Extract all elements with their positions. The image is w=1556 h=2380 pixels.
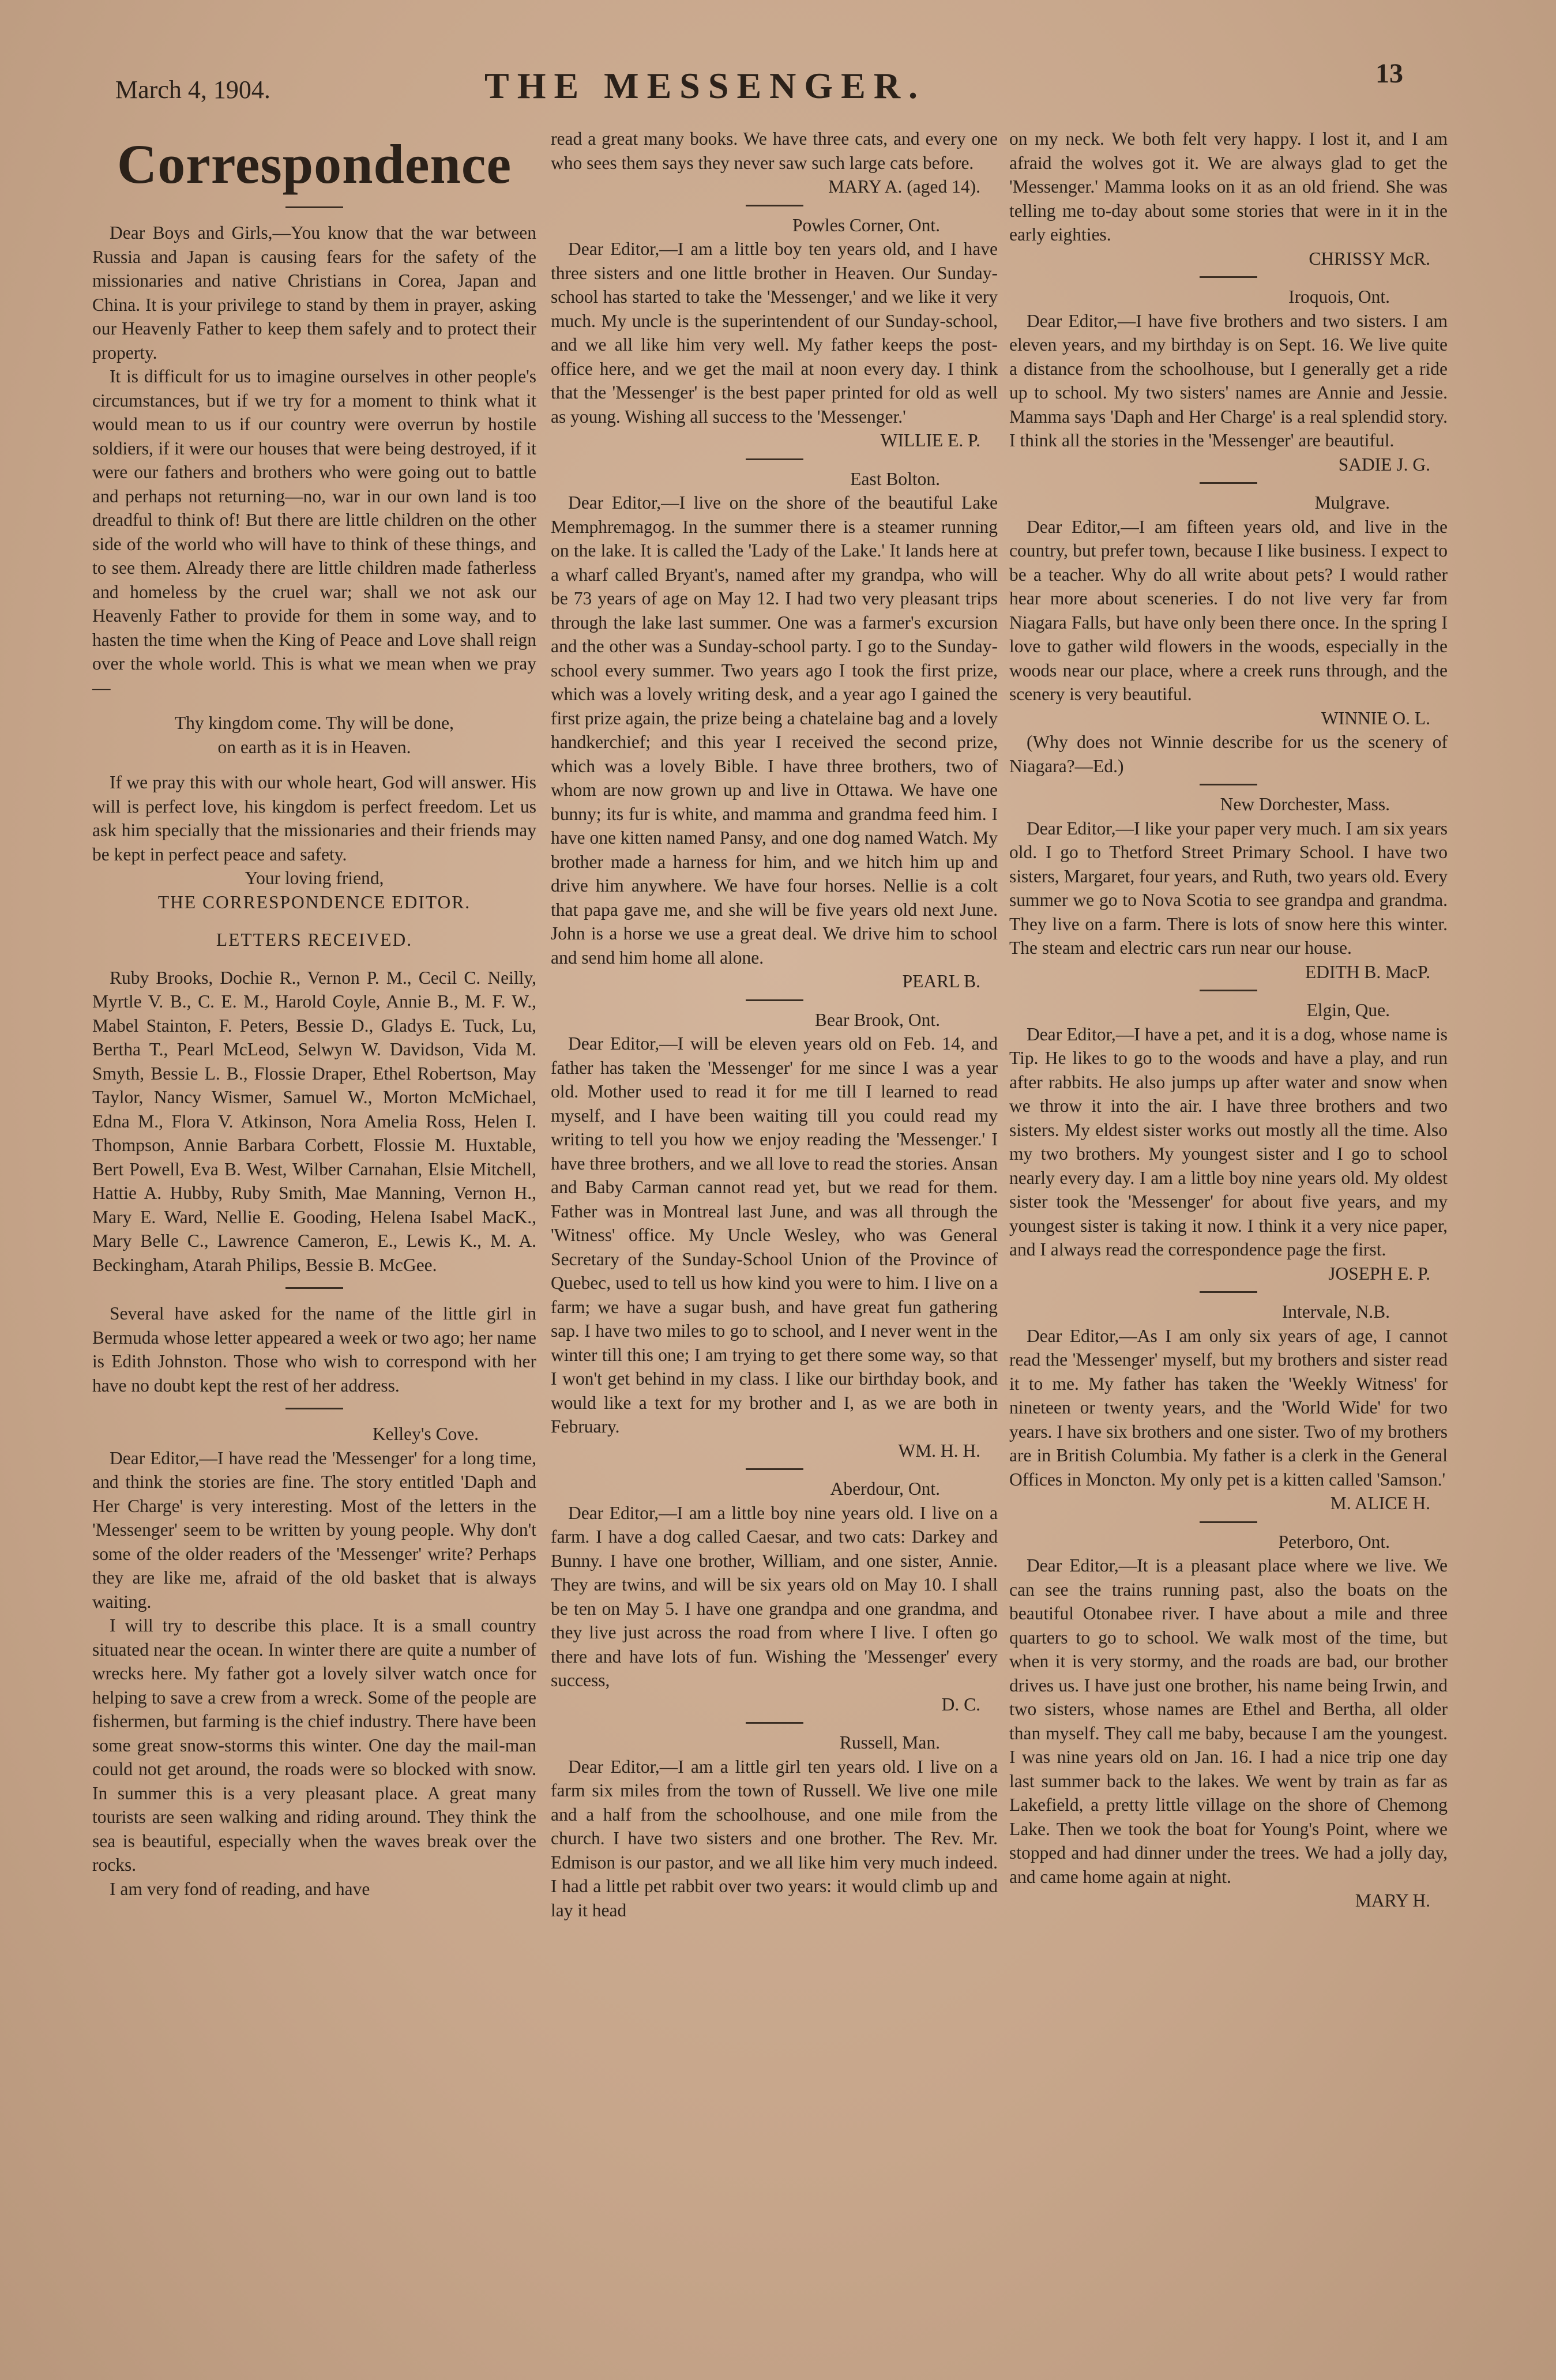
divider: [285, 1408, 343, 1409]
letter-place: Aberdour, Ont.: [830, 1479, 940, 1499]
letter-body: Dear Editor,—I am fifteen years old, and live in the country, but prefer town, because I like business. I expect to be a teacher. Why do all write about pets? I would rather hear more about sceneries. I do not live very far from Niagara Falls, but have only been there once. In the spring I love to gather wild flowers in the woods, especially in the woods near our place, where a creek runs through, and the scenery is very beautiful.: [1009, 516, 1448, 704]
letter-place: Intervale, N.B.: [1281, 1302, 1390, 1322]
letter-signature: EDITH B. MacP.: [1305, 961, 1430, 982]
divider: [1200, 784, 1257, 785]
letter-place: East Bolton.: [850, 468, 940, 489]
divider: [1200, 482, 1257, 484]
letter-signature: D. C.: [941, 1694, 980, 1714]
letter-body: I will try to describe this place. It is a small country situated near the ocean. In winter there are quite a number of wrecks here. My father got a lovely silver watch once for helping to save a crew from a wreck. Some of the people are fishermen, but farming is the chief industry. There have been some great snow-storms this winter. One day the mail-man could not get around, the roads were so blocked with snow. In summer this is a very pleasant place. A great many tourists are seen walking and riding around. They think the sea is beautiful, especially when the waves break over the rocks.: [92, 1615, 536, 1875]
letter-signature: MARY H.: [1355, 1890, 1430, 1911]
divider: [1200, 276, 1257, 278]
letter-body: Dear Editor,—As I am only six years of age, I cannot read the 'Messenger' myself, but my brothers and sister read it to me. My father has taken the 'Weekly Witness' for nineteen or twenty years, and the 'World Wide' for two years. I have six brothers and one sister. Two of my brothers are in British Columbia. My father is a clerk in the General Offices in Moncton. My only pet is a kitten called 'Samson.': [1009, 1325, 1448, 1490]
masthead-title: THE MESSENGER.: [484, 65, 926, 106]
divider: [746, 1722, 803, 1724]
letter-signature: PEARL B.: [902, 971, 980, 991]
letter-signature: CHRISSY McR.: [1309, 248, 1430, 269]
bermuda-note: Several have asked for the name of the little girl in Bermuda whose letter appeared a week or two ago; her name is Edith Johnston. Those who wish to correspond with her have no doubt kept the rest of her address.: [92, 1303, 536, 1396]
intro-paragraph-1: Dear Boys and Girls,—You know that the war between Russia and Japan is causing fears for the safety of the missionaries and native Christians in Corea, Japan and China. It is your privilege to stand by them in prayer, asking our Heavenly Father to keep them safely and to protect their property.: [92, 223, 536, 363]
letter-place: Russell, Man.: [839, 1732, 940, 1753]
intro-paragraph-2: It is difficult for us to imagine ourselves in other people's circumstances, but if we try for a moment to think what it would mean to us if our country were overrun by hostile soldiers, if it were our houses that were being destroyed, if it were our fathers and brothers who were going out to battle and perhaps not returning—no, war in our own land is too dreadful to think of! But there are little children on the other side of the world who will have to think of these things, and to see them. Already there are little children made fatherless and homeless by the cruel war; shall we not ask our Heavenly Father to provide for them in some way, and to hasten the time when the King of Peace and Love shall reign over the whole world. This is what we mean when we pray—: [92, 366, 536, 698]
closing: Your loving friend,: [245, 868, 384, 888]
letter-body: Dear Editor,—I have five brothers and two sisters. I am eleven years, and my birthday is on Sept. 16. We live quite a distance from the schoolhouse, but I generally get a ride up to school. My two sisters' names are Annie and Jessie. Mamma says 'Daph and Her Charge' is a real splendid story. I think all the stories in the 'Messenger' are beautiful.: [1009, 310, 1448, 450]
divider: [746, 458, 803, 460]
letter-signature: JOSEPH E. P.: [1328, 1263, 1430, 1284]
section-title: Correspondence: [116, 133, 512, 195]
letter-place: Peterboro, Ont.: [1278, 1531, 1390, 1552]
letter-place: Iroquois, Ont.: [1288, 287, 1390, 307]
letter-body: Dear Editor,—I will be eleven years old on Feb. 14, and father has taken the 'Messenger' for me since I was a year old. Mother used to read it for me till I learned to read myself, and I have been waiting till you could read my writing to tell you how we enjoy reading the 'Messenger.' I have three brothers, and we all love to read the stories. Ansan and Baby Carman cannot read yet, but we read for them. Father was in Montreal last June, and was all through the 'Witness' office. My Uncle Wesley, who was General Secretary of the Sunday-School Union of the Province of Quebec, used to tell us how kind you were to him. I live on a farm; we have a sugar bush, and have great fun gathering sap. I have two miles to go to school, and I never went in the winter till this one; I am trying to get there some way, so that I won't get behind in my class. I like our birthday book, and would like a text for my brother and I, as we are both in February.: [551, 1033, 998, 1437]
letter-body: Dear Editor,—I am a little boy ten years old, and I have three sisters and one little brother in Heaven. Our Sunday-school has started to take the 'Messenger,' and we like it very much. My uncle is the superintendent of our Sunday-school, and we all like him very well. My father keeps the post-office here, and we get the mail at noon every day. I think that the 'Messenger' is the best paper printed for old as well as young. Wishing all success to the 'Messenger.': [551, 239, 998, 427]
letter-body: on my neck. We both felt very happy. I lost it, and I am afraid the wolves got it. We are always glad to get the 'Messenger.' Mamma looks on it as an old friend. She was telling me to-day about some stories that were in it in the early eighties.: [1009, 129, 1448, 245]
column-2: [551, 127, 998, 1922]
letter-body: Dear Editor,—I am a little boy nine years old. I live on a farm. I have a dog called Caesar, and two cats: Darkey and Bunny. I have one brother, William, and one sister, Annie. They are twins, and will be six years old on May 10. I shall be ten on May 5. I have one grandpa and one grandma, and they live just across the road from where I live. I often go there and have lots of fun. Wishing the 'Messenger' every success,: [551, 1502, 998, 1690]
page-number: 13: [1375, 58, 1403, 89]
letter-place: Elgin, Que.: [1306, 1000, 1390, 1020]
letter-signature: MARY A. (aged 14).: [828, 176, 980, 197]
letter-body: Dear Editor,—I have read the 'Messenger' for a long time, and think the stories are fine. The story entitled 'Daph and Her Charge' is very interesting. Most of the letters in the 'Messenger' seem to be written by young people. Why don't some of the older readers of the 'Messenger' write? Perhaps they are like me, afraid of the old basket that is always waiting.: [92, 1447, 536, 1612]
divider: [1200, 1521, 1257, 1523]
letter-signature: M. ALICE H.: [1330, 1493, 1430, 1513]
issue-date: March 4, 1904.: [115, 76, 270, 104]
page-header: [0, 46, 1556, 115]
letter-body: Dear Editor,—I am a little girl ten years old. I live on a farm six miles from the town of Russell. We live one mile and a half from the schoolhouse, and one mile from the church. I have two sisters and one brother. The Rev. Mr. Edmison is our pastor, and we all like him very much indeed. I had a little pet rabbit over two years: it would climb up and lay it head: [551, 1756, 998, 1920]
letter-signature: WINNIE O. L.: [1321, 708, 1430, 728]
letter-place: Powles Corner, Ont.: [792, 215, 940, 235]
divider: [285, 1287, 343, 1289]
letter-place: Mulgrave.: [1314, 492, 1390, 513]
divider: [746, 999, 803, 1001]
divider: [746, 1468, 803, 1470]
letters-heading: LETTERS RECEIVED.: [216, 930, 413, 950]
letter-place: Kelley's Cove.: [372, 1424, 479, 1444]
column-3: [1009, 127, 1448, 1913]
letter-place: Bear Brook, Ont.: [815, 1009, 940, 1030]
verse-line-2: on earth as it is in Heaven.: [217, 736, 411, 757]
letters-list: Ruby Brooks, Dochie R., Vernon P. M., Cecil C. Neilly, Myrtle V. B., C. E. M., Harold Coyle, Annie B., M. F. W., Mabel Stainton, F. Peters, Bessie D., Gladys E. Tuck, Lu, Bertha T., Pearl McLeod, Selwyn W. Davidson, Vida M. Smyth, Bessie L. B., Flossie Draper, Ethel Robertson, May Taylor, Nancy Wismer, Samuel W., Morton McMichael, Edna M., Flora V. Atkinson, Nora Amelia Ross, Helen I. Thompson, Annie Barbara Corbett, Flossie M. Huxtable, Bert Powell, Eva B. West, Wilber Carnahan, Elsie Mitchell, Hattie A. Hubby, Ruby Smith, Mae Manning, Vernon H., Mary E. Ward, Nellie E. Gooding, Helena Isabel MacK., Mary Belle C., Lawrence Cameron, E., Lewis K., M. A. Beckingham, Atarah Philips, Bessie B. McGee.: [92, 967, 536, 1275]
editor-signature: THE CORRESPONDENCE EDITOR.: [157, 892, 471, 912]
divider: [746, 205, 803, 206]
prayer-verse: [92, 711, 536, 759]
letter-body: Dear Editor,—I live on the shore of the beautiful Lake Memphremagog. In the summer there is a steamer running on the lake. It is called the 'Lady of the Lake.' It lands here at a wharf called Bryant's, named after my grandpa, who will be 73 years of age on May 12. I had two very pleasant trips through the lake last summer. One was a farmer's excursion and the other was a Sunday-school party. I go to the Sunday-school every summer. Two years ago I took the first prize, which was a lovely writing desk, and a year ago I gained the first prize again, the prize being a chatelaine bag and a lovely handkerchief; and this year I received the second prize, which was a lovely Bible. I have three brothers, two of whom are now grown up and live in Ottawa. We have one bunny; its fur is white, and mamma and grandma feed him. I have one kitten named Pansy, and one dog named Watch. My brother made a harness for him, and we hitch him up and drive him anywhere. We have four horses. Nellie is a colt that papa gave me, and she will be five years old next June. John is a horse we use a great deal. We drive him to school and send him home all alone.: [551, 492, 998, 968]
letter-place: New Dorchester, Mass.: [1220, 794, 1390, 814]
column-1: [92, 127, 536, 1901]
letter-body: Dear Editor,—It is a pleasant place where we live. We can see the trains running past, also the boats on the beautiful Otonabee river. I have about a mile and three quarters to go to school. We walk most of the time, but when it is very stormy, and the roads are bad, our brother drives us. I have just one brother, his name being Irwin, and two sisters, whose names are Ethel and Bertha, all older than myself. They call me baby, because I am the youngest. I was nine years old on Jan. 16. I had a nice trip one day last summer back to the lakes. We went by train as far as Lakefield, a pretty little village on the shore of Chemong Lake. Then we took the boat for Young's Point, where we stopped and had dinner under the trees. We had a jolly day, and came home again at night.: [1009, 1555, 1448, 1887]
editor-note: (Why does not Winnie describe for us the scenery of Niagara?—Ed.): [1009, 732, 1448, 776]
letter-body: Dear Editor,—I have a pet, and it is a dog, whose name is Tip. He likes to go to the woods and have a play, and run after rabbits. He also jumps up after water and snow when we throw it into the air. I have three brothers and two sisters. My eldest sister works out mostly all the time. Also my two brothers. My youngest sister and I go to school nearly every day. I am a little boy nine years old. My oldest sister took the 'Messenger' for about five years, and my youngest sister is taking it now. I think it a very nice paper, and I always read the correspondence page the first.: [1009, 1024, 1448, 1259]
letter-signature: WILLIE E. P.: [880, 430, 980, 450]
letter-body: I am very fond of reading, and have: [110, 1878, 370, 1899]
divider: [1200, 1291, 1257, 1293]
intro-paragraph-3: If we pray this with our whole heart, God will answer. His will is perfect love, his kingdom is perfect freedom. Let us ask him specially that the missionaries and their friends may be kept in perfect peace and safety.: [92, 772, 536, 864]
verse-line-1: Thy kingdom come. Thy will be done,: [174, 713, 454, 733]
letter-body: read a great many books. We have three cats, and every one who sees them says they never saw such large cats before.: [551, 129, 998, 173]
divider: [1200, 990, 1257, 991]
divider: [285, 206, 343, 208]
letter-signature: WM. H. H.: [898, 1440, 980, 1461]
letter-signature: SADIE J. G.: [1338, 454, 1430, 475]
letter-body: Dear Editor,—I like your paper very much. I am six years old. I go to Thetford Street Primary School. I have two sisters, Margaret, four years, and Ruth, two years old. Every summer we go to Nova Scotia to see grandpa and grandma. They live on a farm. There is lots of snow here this winter. The steam and electric cars run near our house.: [1009, 818, 1448, 958]
